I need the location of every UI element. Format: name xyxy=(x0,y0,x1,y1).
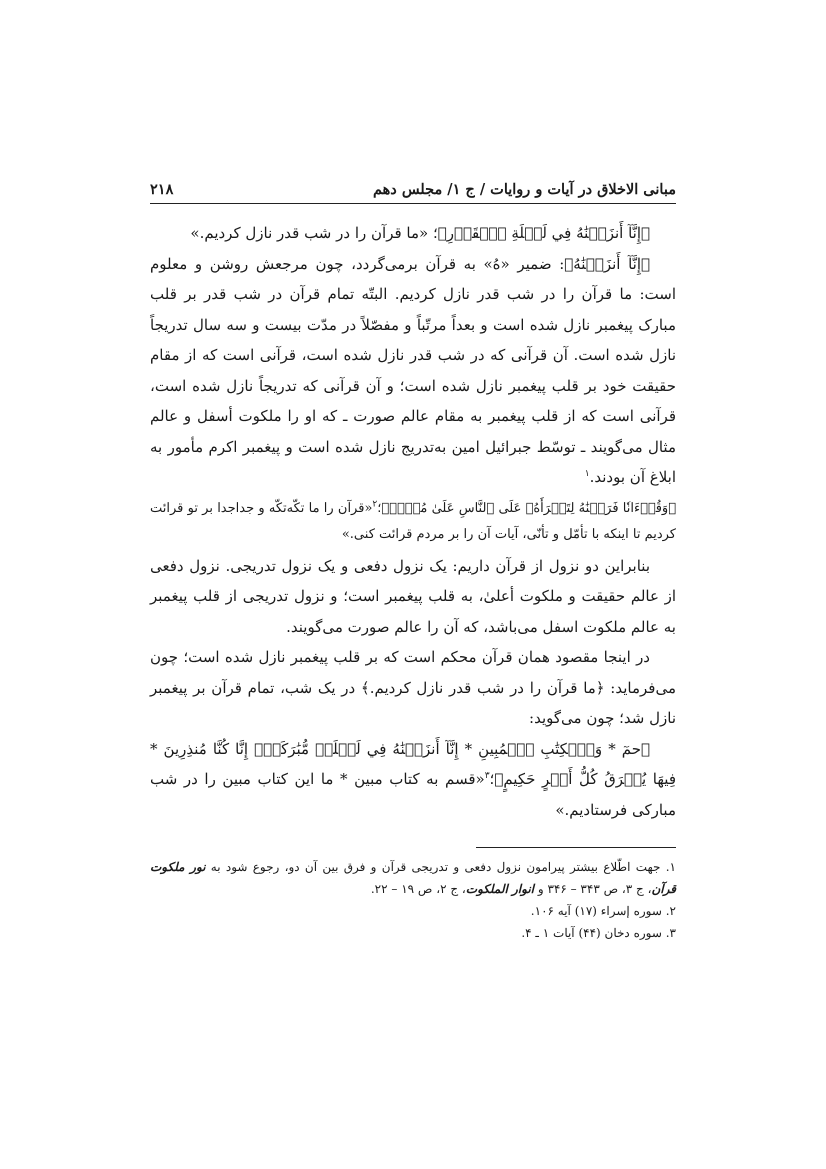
commentary-paragraph: ﴿إِنَّآ أَنزَلۡنَٰهُ﴾: ضمير «هُ» به قرآن برمی‌گردد، چون مرجعش روشن و معلوم است: ما قرآن را در شب قدر نازل كرديم. البتّه تمام قرآن در شب قدر بر قلب مبارک پيغمبر نازل شده است و بعداً مرتّباً و مفصّلاً در مدّت بيست و سه سال تدريجاً نازل شده است. آن قرآنی كه در شب قدر نازل شده است، قرآنی است كه از مقام حقيقت خود بر قلب پيغمبر نازل شده است؛ و آن قرآنی كه تدريجاً نازل شده است، قرآنی است كه از قلب پيغمبر به مقام عالم صورت ـ كه او را ملكوت أسفل و عالم مثال می‌گويند ـ توسّط جبرائيل امين به‌تدريج نازل شده است و پيغمبر اكرم مأمور به ابلاغ آن بودند.$^۱$ xyxy=(150,254,676,486)
footnote-divider xyxy=(476,847,676,848)
running-title: مبانی الاخلاق در آیات و روایات / ج ۱/ مجلس دهم xyxy=(373,181,676,198)
summary-paragraph: بنابراين دو نزول از قرآن داريم: يک نزول دفعی و يک نزول تدريجی. نزول دفعی از عالم حقيقت و ملكوت أعلیٰ، به قلب پيغمبر است؛ و نزول تدريجی از قلب پيغمبر به عالم ملكوت اسفل می‌باشد، كه آن را عالم صورت می‌گويند. xyxy=(150,556,676,636)
explanation-paragraph: در اينجا مقصود همان قرآن محكم است كه بر قلب پيغمبر نازل شده است؛ چون می‌فرمايد: ﴿ما قرآن را در شب قدر نازل كرديم.﴾ در يک شب، تمام قرآن بر پيغمبر نازل شد؛ چون می‌گويد: xyxy=(150,648,676,727)
footnote-3: ۳. سوره دخان (۴۴) آيات ۱ ـ ۴. xyxy=(521,926,676,940)
book-page xyxy=(150,172,676,1112)
page-header xyxy=(150,172,676,198)
page-body xyxy=(150,218,676,825)
page-number: ۲۱۸ xyxy=(150,181,174,198)
footnote-ref-3: ۳ xyxy=(484,771,490,781)
verse-block: ﴿حمٓ * وَٱلۡكِتَٰبِ ٱلۡمُبِينِ * إِنَّآ أَنزَلۡنَٰهُ فِي لَيۡلَةٖ مُّبَٰرَكَةٍۚ إِنَّا كُنَّا مُنذِرِينَ * فِيهَا يُفۡرَقُ كُلُّ أَمۡرٍ حَكِيمٍ﴾؛$^۳$«قسم به كتاب مبين * ما اين كتاب مبين را در شب مباركی فرستاديم.» xyxy=(150,739,676,819)
footnotes xyxy=(150,856,676,944)
verse-quote: ﴿وَقُرۡءَانٗا فَرَقۡنَٰهُ لِتَقۡرَأَهُۥ عَلَى ٱلنَّاسِ عَلَىٰ مُكۡثٖ﴾؛$^۲$«قرآن را ما تكّه‌تكّه و جداجدا بر تو قرائت كرديم تا اينكه با تأمّل و تأنّی، آيات آن را بر مردم قرائت كنی.» xyxy=(150,499,676,542)
footnote-1: ۱. جهت اطّلاع بيشتر پيرامون نزول دفعی و تدريجی قرآن و فرق بين آن دو، رجوع شود به نور ملكوت قرآن، ج ۳، ص ۳۴۳ – ۳۴۶ و انوار الملكوت، ج ۲، ص ۱۹ – ۲۲. xyxy=(150,860,676,896)
header-divider xyxy=(150,203,676,204)
footnote-ref-2: ۲ xyxy=(372,499,378,510)
footnote-ref-1: ۱ xyxy=(584,469,590,479)
verse-line: ﴿إِنَّآ أَنزَلۡنَٰهُ فِي لَيۡلَةِ ٱلۡقَدۡرِ﴾؛ «ما قرآن را در شب قدر نازل كرديم.» xyxy=(190,224,650,242)
footnote-2: ۲. سوره إسراء (۱۷) آيه ۱۰۶. xyxy=(530,904,676,918)
